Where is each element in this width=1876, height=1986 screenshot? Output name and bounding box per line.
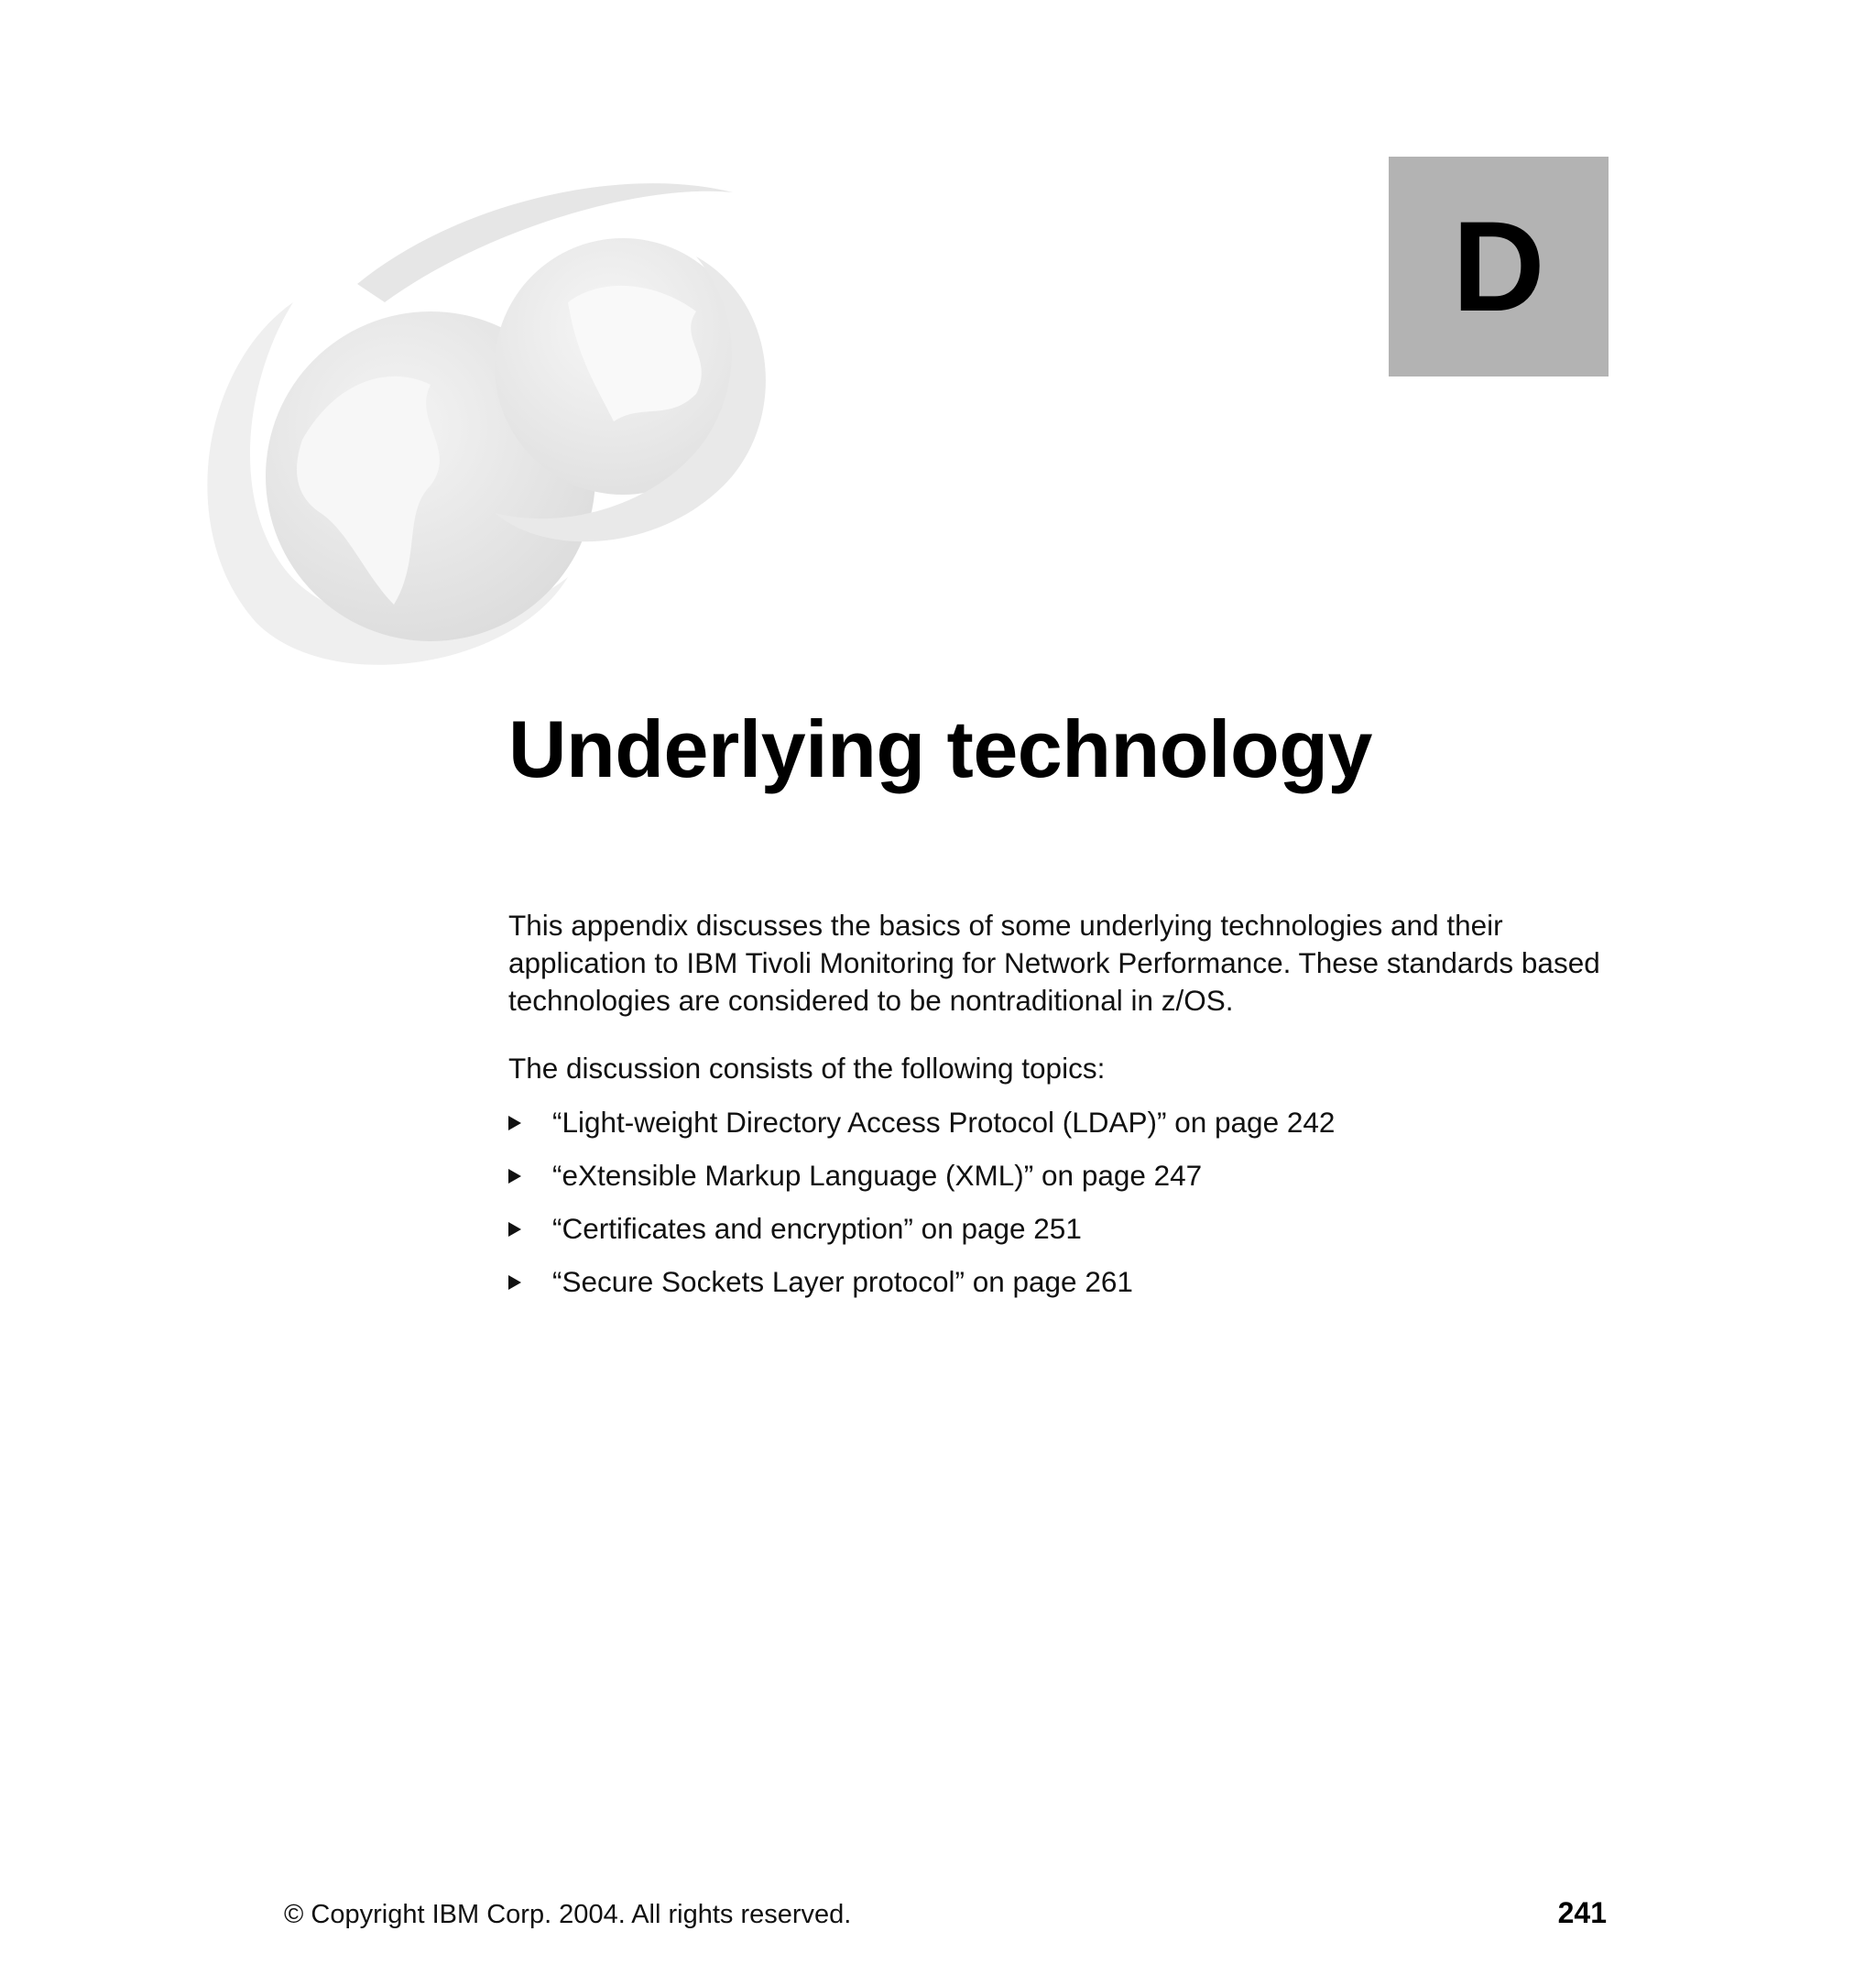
- triangle-bullet-icon: [508, 1169, 521, 1184]
- appendix-letter-box: [1389, 157, 1609, 376]
- copyright-notice: © Copyright IBM Corp. 2004. All rights reserved.: [284, 1900, 852, 1929]
- list-item: [508, 1104, 1617, 1141]
- intro-paragraph: This appendix discusses the basics of some underlying technologies and their application to IBM Tivoli Monitoring for Network Performance. These standards based technologies are considered to be nontraditional in z/OS.: [508, 909, 1600, 1017]
- appendix-letter: D: [1452, 194, 1545, 338]
- list-item: [508, 1157, 1617, 1195]
- globe-swirl-logo-icon: [183, 147, 843, 678]
- list-item: [508, 1263, 1617, 1301]
- triangle-bullet-icon: [508, 1275, 521, 1290]
- page-number: 241: [1557, 1896, 1607, 1929]
- triangle-bullet-icon: [508, 1222, 521, 1237]
- triangle-bullet-icon: [508, 1116, 521, 1130]
- list-item: [508, 1210, 1617, 1248]
- topic-link-ldap[interactable]: “Light-weight Directory Access Protocol (LDAP)” on page 242: [552, 1106, 1336, 1139]
- topics-list: [508, 1104, 1617, 1301]
- topic-link-certificates[interactable]: “Certificates and encryption” on page 251: [552, 1212, 1082, 1245]
- page-title: Underlying technology: [508, 704, 1372, 794]
- body-text: [508, 907, 1617, 1316]
- topics-intro: The discussion consists of the following topics:: [508, 1052, 1106, 1085]
- topic-link-ssl[interactable]: “Secure Sockets Layer protocol” on page 261: [552, 1265, 1133, 1298]
- topic-link-xml[interactable]: “eXtensible Markup Language (XML)” on page 247: [552, 1159, 1203, 1192]
